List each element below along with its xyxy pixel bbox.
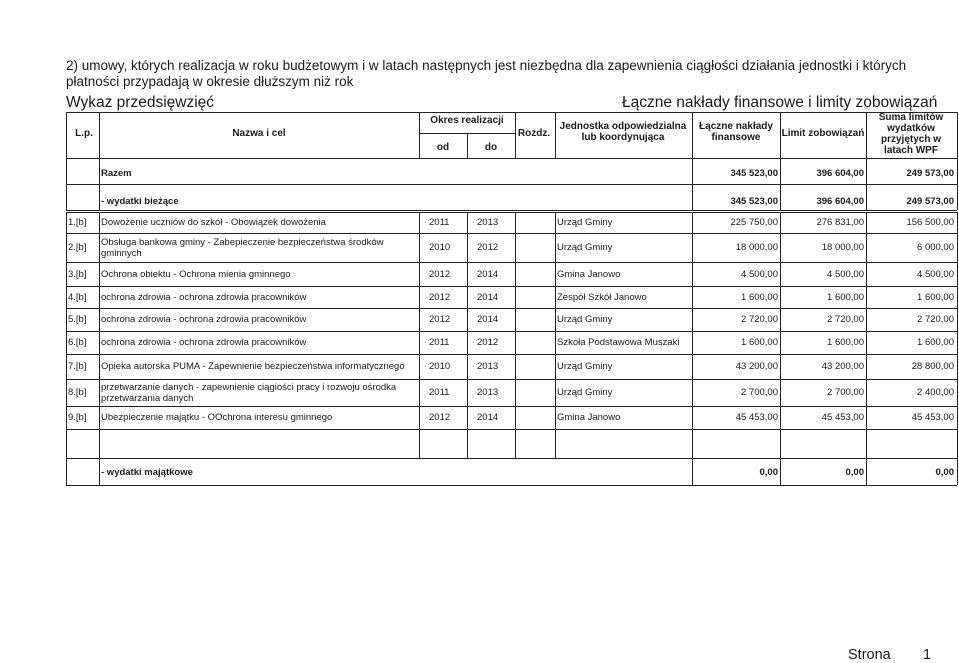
row-from: 2012 (429, 314, 451, 325)
header-rozdz: Rozdz. (517, 128, 551, 139)
row-unit: Gmina Janowo (557, 268, 621, 280)
grid-line-h (66, 112, 957, 113)
grid-line-v (419, 212, 420, 458)
header-period: Okres realizacji (430, 115, 504, 126)
row-limit: 276 831,00 (816, 217, 864, 228)
row-total: 1 600,00 (741, 291, 778, 303)
row-total: 2 700,00 (741, 387, 778, 398)
grid-line-h (66, 210, 957, 211)
majatkowe-limit: 0,00 (845, 467, 864, 478)
row-lp: 9.[b] (68, 412, 87, 423)
row-unit: Urząd Gminy (557, 361, 613, 372)
row-unit: Urząd Gminy (557, 314, 613, 325)
row-total: 1 600,00 (741, 337, 778, 348)
grid-line-h (66, 158, 957, 159)
grid-line-v (66, 112, 67, 158)
row-to: 2013 (477, 217, 499, 228)
row-sum: 156 500,00 (906, 217, 954, 228)
razem-sum: 249 573,00 (906, 168, 954, 179)
row-lp: 3.[b] (68, 268, 87, 280)
grid-line-v (66, 158, 67, 210)
grid-line-v (99, 458, 100, 485)
row-sum: 2 720,00 (917, 314, 954, 325)
grid-line-h (66, 429, 957, 430)
header-limit: Limit zobowiązań (781, 128, 865, 139)
biezace-total: 345 523,00 (730, 196, 778, 207)
grid-line-h (66, 184, 957, 185)
row-total: 2 720,00 (741, 314, 778, 325)
grid-line-h (66, 458, 957, 459)
row-unit: Urząd Gminy (557, 387, 613, 398)
row-total: 45 453,00 (735, 412, 778, 423)
grid-line-v (515, 212, 516, 458)
row-name: przetwarzanie danych - zapewnienie ciągiości pracy i rozwoju ośrodka przetwarzania danych (101, 381, 397, 404)
row-from: 2012 (429, 291, 451, 303)
row-limit: 2 700,00 (827, 387, 864, 398)
row-sum: 6 000,00 (917, 242, 954, 253)
row-unit: Urząd Gminy (557, 242, 613, 253)
biezace-limit: 396 604,00 (816, 196, 864, 207)
row-unit: Szkoła Podstawowa Muszaki (557, 337, 680, 348)
row-from: 2010 (429, 361, 451, 372)
row-lp: 4.[b] (68, 291, 87, 303)
razem-total: 345 523,00 (730, 168, 778, 179)
row-name: ochrona zdrowia - ochrona zdrowia pracowników (101, 337, 307, 348)
grid-line-v (66, 212, 67, 458)
row-sum: 1 600,00 (917, 337, 954, 348)
row-name: Ochrona obiektu - Ochrona mienia gminnego (101, 268, 291, 280)
row-lp: 6.[b] (68, 337, 87, 348)
grid-line-v (99, 212, 100, 458)
header-name: Nazwa i cel (232, 128, 286, 139)
row-lp: 5.[b] (68, 314, 87, 325)
biezace-sum: 249 573,00 (906, 196, 954, 207)
row-limit: 43 200,00 (821, 361, 864, 372)
row-total: 225 750,00 (730, 217, 778, 228)
row-to: 2014 (477, 291, 499, 303)
row-from: 2010 (429, 242, 451, 253)
header-from: od (436, 142, 450, 153)
row-from: 2012 (429, 412, 451, 423)
row-total: 43 200,00 (735, 361, 778, 372)
biezace-label: - wydatki bieżące (101, 196, 179, 207)
grid-line-v (467, 212, 468, 458)
row-total: 18 000,00 (735, 242, 778, 253)
row-lp: 2.[b] (68, 242, 87, 253)
row-unit: Gmina Janowo (557, 412, 621, 423)
section-title-left: Wykaz przedsięwzięć (66, 94, 215, 111)
row-to: 2014 (477, 412, 499, 423)
row-name: Opieka autorska PUMA - Zapewnienie bezpieczeństwa informatycznego (101, 361, 405, 372)
row-from: 2012 (429, 268, 451, 280)
majatkowe-sum: 0,00 (935, 467, 954, 478)
row-sum: 1 600,00 (917, 291, 954, 303)
grid-line-v (555, 212, 556, 458)
header-sum: Suma limitów wydatków przyjętych w latach WPF (878, 112, 944, 156)
row-limit: 4 500,00 (827, 268, 864, 280)
row-unit: Urząd Gminy (557, 217, 613, 228)
row-from: 2011 (429, 387, 450, 398)
row-name: Dowożenie uczniów do szkół - Obowiązek dowożenia (101, 217, 326, 228)
row-to: 2014 (477, 314, 499, 325)
majatkowe-total: 0,00 (759, 467, 778, 478)
row-from: 2011 (429, 217, 450, 228)
header-total: Łączne nakłady finansowe (699, 121, 773, 143)
page-number: Strona 1 (848, 647, 932, 663)
row-lp: 8.[b] (68, 387, 87, 398)
grid-line-v (957, 112, 958, 158)
row-limit: 1 600,00 (827, 337, 864, 348)
grid-line-v (66, 458, 67, 485)
header-to: do (484, 142, 498, 153)
row-sum: 4 500,00 (917, 268, 954, 280)
row-limit: 2 720,00 (827, 314, 864, 325)
row-to: 2014 (477, 268, 499, 280)
grid-line-v (957, 212, 958, 458)
section-title-right: Łączne nakłady finansowe i limity zobowiązań (622, 94, 938, 111)
header-lp: L.p. (75, 128, 93, 139)
row-from: 2011 (429, 337, 450, 348)
row-limit: 1 600,00 (827, 291, 864, 303)
row-lp: 7.[b] (68, 361, 87, 372)
intro-text: 2) umowy, których realizacja w roku budżetowym i w latach następnych jest niezbędna dla zapewnienia ciągłości działania jednostki i których płatności przypadają w okresie dłuższym niż rok (66, 58, 907, 89)
razem-limit: 396 604,00 (816, 168, 864, 179)
grid-line-v (99, 158, 100, 210)
row-sum: 2 400,00 (917, 387, 954, 398)
row-to: 2012 (477, 242, 499, 253)
row-limit: 18 000,00 (821, 242, 864, 253)
grid-line-v (957, 158, 958, 210)
row-total: 4 500,00 (741, 268, 778, 280)
row-name: Ubezpieczenie majątku - OOchrona interesu gminnego (101, 412, 333, 423)
row-to: 2013 (477, 361, 499, 372)
row-limit: 45 453,00 (821, 412, 864, 423)
razem-label: Razem (101, 168, 132, 179)
row-sum: 45 453,00 (911, 412, 954, 423)
row-to: 2012 (477, 337, 499, 348)
row-name: ochrona zdrowia - ochrona zdrowia pracowników (101, 314, 307, 325)
header-unit: Jednostka odpowiedzialna lub koordynująca (559, 121, 687, 143)
row-sum: 28 800,00 (911, 361, 954, 372)
row-to: 2013 (477, 387, 499, 398)
grid-line-v (957, 458, 958, 485)
majatkowe-label: - wydatki majątkowe (101, 467, 193, 478)
grid-line-h (66, 485, 957, 486)
row-lp: 1.[b] (68, 217, 87, 228)
row-unit: Zespół Szkół Janowo (557, 291, 647, 303)
row-name: ochrona zdrowia - ochrona zdrowia pracowników (101, 291, 307, 303)
row-name: Obsługa bankowa gminy - Zabepieczenie bezpieczeństwa środków gminnych (101, 236, 384, 259)
